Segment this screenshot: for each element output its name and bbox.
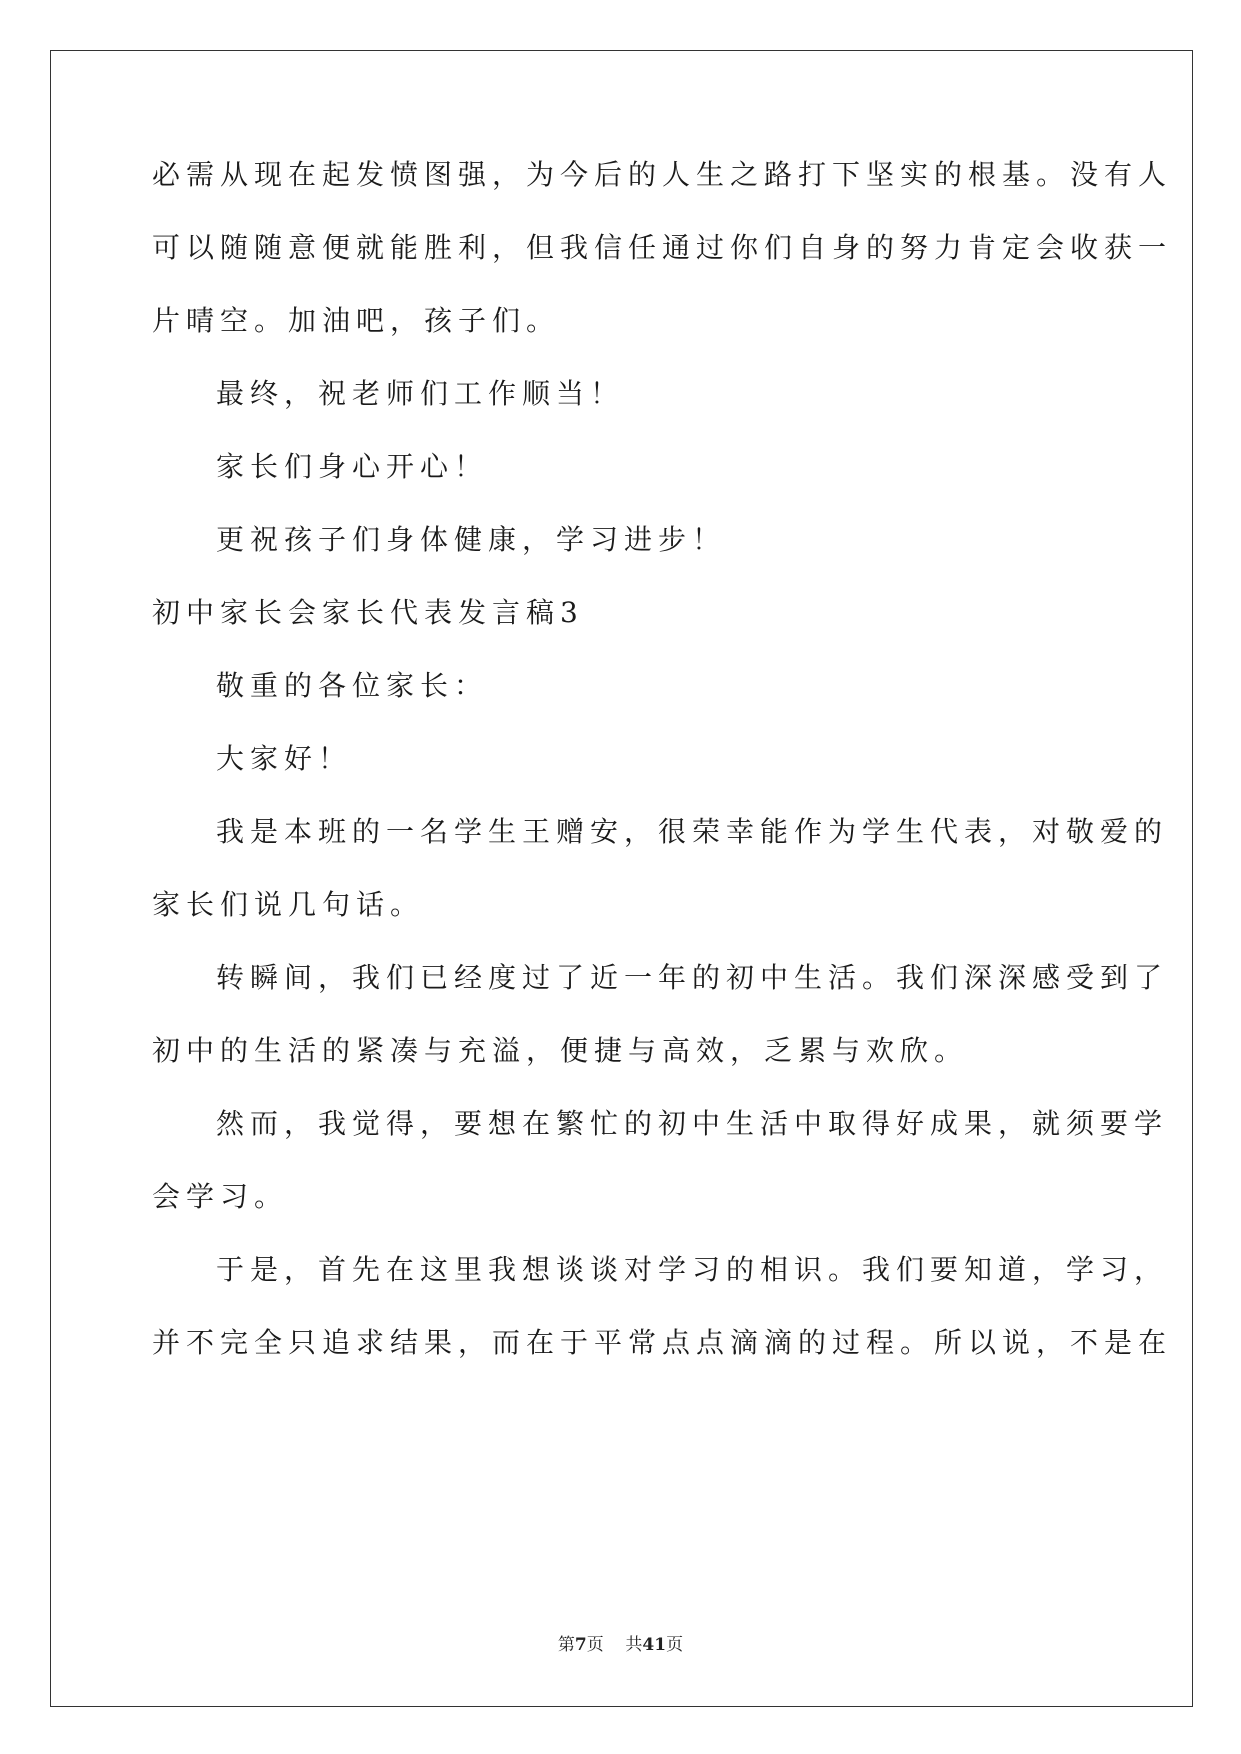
text-line: 然而，我觉得，要想在繁忙的初中生活中取得好成果，就须要学 bbox=[216, 1107, 1169, 1140]
text-line: 大家好！ bbox=[216, 742, 353, 775]
total-suffix: 页 bbox=[666, 1635, 684, 1655]
text-line: 敬重的各位家长： bbox=[216, 669, 489, 702]
text-line: 最终，祝老师们工作顺当！ bbox=[216, 377, 625, 410]
page-footer bbox=[0, 1633, 1241, 1657]
page-suffix: 页 bbox=[586, 1635, 604, 1655]
text-line: 家长们身心开心！ bbox=[216, 450, 489, 483]
text-line: 于是，首先在这里我想谈谈对学习的相识。我们要知道，学习， bbox=[216, 1253, 1169, 1286]
page-prefix: 第 bbox=[557, 1635, 575, 1655]
text-line: 转瞬间，我们已经度过了近一年的初中生活。我们深深感受到了 bbox=[216, 961, 1169, 994]
text-line: 片晴空。加油吧，孩子们。 bbox=[152, 304, 561, 337]
page-border bbox=[50, 50, 1193, 1707]
total-pages: 41 bbox=[642, 1635, 667, 1655]
text-line: 必需从现在起发愤图强，为今后的人生之路打下坚实的根基。没有人 bbox=[152, 158, 1173, 191]
text-line: 会学习。 bbox=[152, 1180, 289, 1213]
text-line: 家长们说几句话。 bbox=[152, 888, 425, 921]
text-line: 可以随随意便就能胜利，但我信任通过你们自身的努力肯定会收获一 bbox=[152, 231, 1173, 264]
total-prefix: 共 bbox=[625, 1635, 643, 1655]
section-heading: 初中家长会家长代表发言稿3 bbox=[152, 596, 584, 629]
text-line: 我是本班的一名学生王赠安，很荣幸能作为学生代表，对敬爱的 bbox=[216, 815, 1169, 848]
page-number: 7 bbox=[574, 1635, 587, 1655]
text-line: 更祝孩子们身体健康，学习进步！ bbox=[216, 523, 727, 556]
text-line: 并不完全只追求结果，而在于平常点点滴滴的过程。所以说，不是在 bbox=[152, 1326, 1173, 1359]
text-line: 初中的生活的紧凑与充溢，便捷与高效，乏累与欢欣。 bbox=[152, 1034, 969, 1067]
